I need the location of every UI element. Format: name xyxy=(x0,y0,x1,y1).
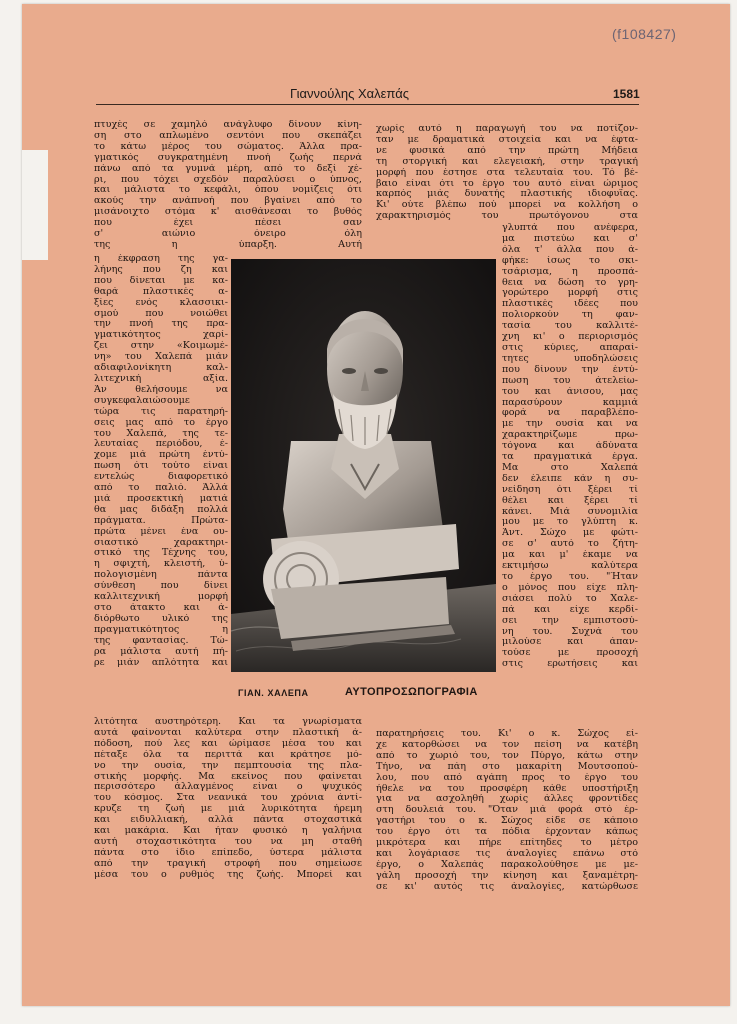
text-line: βαιο είναι ότι το έργο του αυτό είναι ώριμος xyxy=(376,178,638,189)
text-line: από το χωριό του, τον Πύργο, κάτω στην xyxy=(376,750,638,761)
text-line: όλα τ' άλλα που ά- xyxy=(502,244,638,255)
text-line: παρασύρουν καμμιά xyxy=(502,397,638,408)
text-line: ρε μιάν απλότητα και xyxy=(94,657,228,668)
text-line: μισάνοιχτο στόμα κ' αισθάνεσαι το βυθός xyxy=(94,207,362,218)
text-line: ο μόνος που είχε πλη- xyxy=(502,582,638,593)
text-line: Κι' ούτε βλέπω πού μπορεί να κολλήση ο xyxy=(376,200,638,211)
header-rule xyxy=(96,104,639,105)
text-line: μικρότερα και πήρε επίτηδες το μέτρο xyxy=(376,838,638,849)
text-line: κρυζε τη ζωή με μιά λυρικότητα ήρεμη xyxy=(94,804,362,815)
text-line: από το παλιό. Άλλά xyxy=(94,483,228,494)
text-line: στη δουλειά του. "Όταν μιά φορά στό έρ- xyxy=(376,805,638,816)
text-line: θέλει και ξέρει τί xyxy=(502,495,638,506)
text-line: θαρά πλαστικές α- xyxy=(94,286,228,297)
text-line: μα πιστεύω και σ' xyxy=(502,233,638,244)
text-line: ακούς την ανάπνοή που βγαίνει από το xyxy=(94,196,362,207)
caption-artist: ΓΙΑΝ. ΧΑΛΕΠΑ xyxy=(238,688,309,698)
text-line: που έχει πέσει σαν xyxy=(94,218,362,229)
running-head: Γιαννούλης Χαλεπάς xyxy=(290,86,409,101)
text-line: τα πραγματικά έργα. xyxy=(502,452,638,463)
text-line: του έργο ότι τα πόδια έρχονταν κάπως xyxy=(376,827,638,838)
text-line: χωρίς αυτό η παραγωγή του να ποτίζον- xyxy=(376,124,638,134)
text-line: μέσα του ο ρυθμός της ζωής. Μπορεί και xyxy=(94,869,362,880)
text-line: πράγματα. Πρώτα- xyxy=(94,515,228,526)
text-line: ση στο απλωμένο σεντόνι που σκεπάζει xyxy=(94,130,362,141)
text-line: τούσε με προσοχή xyxy=(502,648,638,659)
column-2-top xyxy=(376,124,638,222)
text-line: ζει στην «Κοιμωμέ- xyxy=(94,341,228,352)
column-1-narrow xyxy=(94,254,228,668)
text-line: Άντ. Σώχο με φώτι- xyxy=(502,528,638,539)
text-line: και λογάριασε τις άναλογίες επάνω στό xyxy=(376,848,638,859)
text-line: γαστήρι του ο κ. Σώχος είδε σε κάποιο xyxy=(376,816,638,827)
text-line: του και άνισου, μας xyxy=(502,386,638,397)
text-line: που δίνεται με κα- xyxy=(94,275,228,286)
text-line: ρα μάλιστα αυτή πή- xyxy=(94,646,228,657)
page-number: 1581 xyxy=(613,87,640,101)
text-line: τσάρισμα, η προσπά- xyxy=(502,266,638,277)
text-line: ξίες ενός κλασσικι- xyxy=(94,297,228,308)
text-line: σιάσει πολύ το Χαλε- xyxy=(502,593,638,604)
torn-edge xyxy=(22,150,48,260)
text-line: πλαστικές ιδέες που xyxy=(502,299,638,310)
text-line: πέταξε όλα τα περιττά και κράτησε μό- xyxy=(94,749,362,760)
text-line: καρπός μιάς δυνατής πλαστικής ιδιοφυΐας. xyxy=(376,189,638,200)
text-line: ρι, που τόχει σχεδόν παραλύσει ο ύπνος, xyxy=(94,174,362,185)
text-line: της η ύπαρξη. Αυτή xyxy=(94,239,362,250)
text-line: τώρα τις παρατηρή- xyxy=(94,406,228,417)
text-line: του Χαλεπά, της τε- xyxy=(94,428,228,439)
text-line: γλυπτά που ανέφερα, xyxy=(502,223,638,233)
text-line: τητες υποδηλώσεις xyxy=(502,353,638,364)
text-line: περισσότερο άλλαγμένος είναι ο ψυχικός xyxy=(94,782,362,793)
bust-illustration xyxy=(231,259,496,672)
text-line: πωση του άτελείω- xyxy=(502,375,638,386)
text-line: λήνης που ζη και xyxy=(94,264,228,275)
text-line: φορά να παραβλέπο- xyxy=(502,408,638,419)
text-line: νε φυσικά από την πρώτη Μήδεια xyxy=(376,145,638,156)
text-line: τόγονα και άδύνατα xyxy=(502,441,638,452)
text-line: της φαντασίας. Τώ- xyxy=(94,635,228,646)
text-line: αδιαφιλονίκητη καλ- xyxy=(94,363,228,374)
text-line: την πνοή της πρα- xyxy=(94,319,228,330)
text-line: σεις μας από το έργο xyxy=(94,417,228,428)
text-line: αυτά φαίνονται καλύτερα στην πλαστική ά- xyxy=(94,727,362,738)
text-line: και μάλιστα το κεφάλι, όπου νομίζεις ότι xyxy=(94,185,362,196)
text-line: αυτή στοχαστικότητα του να μη σταθή xyxy=(94,836,362,847)
text-line: τασία του καλλιτέ- xyxy=(502,321,638,332)
text-line: παρατηρήσεις του. Κι' ο κ. Σώχος εί- xyxy=(376,729,638,739)
text-line: στις ερωτήσεις και xyxy=(502,659,638,670)
text-line: πολιορκούν τη φαν- xyxy=(502,310,638,321)
text-line: η έκφραση της γα- xyxy=(94,254,228,264)
text-line: Μα στο Χαλεπά xyxy=(502,462,638,473)
text-line: χαρακτηρισμός του πρωτόγονου στα xyxy=(376,211,638,222)
column-1-top xyxy=(94,120,362,251)
text-line: καλλιτεχνική μορφή xyxy=(94,592,228,603)
text-line: για να ασχοληθή χωρίς άλλες φροντίδες xyxy=(376,794,638,805)
text-line: τη στοργική και ελεγειακή, στην τραγική xyxy=(376,156,638,167)
column-1-bottom xyxy=(94,717,362,881)
text-line: χε κατορθώσει να τον πείση να κατέβη xyxy=(376,739,638,750)
text-line: εκτιμήσω καλύτερα xyxy=(502,561,638,572)
text-line: χαρακτηρίζωμε πρω- xyxy=(502,430,638,441)
text-line: σύνθεση που δίνει xyxy=(94,581,228,592)
text-line: κάνει. Μιά συνομιλία xyxy=(502,506,638,517)
text-line: νείδηση ότι ξέρει τί xyxy=(502,484,638,495)
text-line: στικό της Τέχνης του, xyxy=(94,548,228,559)
text-line: εντελώς διαφορετικό xyxy=(94,472,228,483)
text-line: και ειδυλλιακή, αλλά πάντα στοχαστικά xyxy=(94,815,362,826)
text-line: στις κύριες, απαραί- xyxy=(502,342,638,353)
text-line: από την τραγική στροφή που σημείωσε xyxy=(94,858,362,869)
text-line: σε κι' αυτός τις άναλογίες, κατώρθωσε xyxy=(376,881,638,892)
text-line: γάλη προσοχή την κίνηση και ξαναμέτρη- xyxy=(376,870,638,881)
text-line: του κόσμος. Στα νεανικά του χρόνια άντί- xyxy=(94,793,362,804)
text-line: στικής μορφής. Μα εκείνος που φαίνεται xyxy=(94,771,362,782)
text-line: έργο, ο Χαλεπάς παρακολούθησε με με- xyxy=(376,859,638,870)
text-line: με την ουσία και να xyxy=(502,419,638,430)
text-line: συγκεφαλαιώσουμε xyxy=(94,395,190,406)
text-line: φήκε: ίσως το σκι- xyxy=(502,255,638,266)
text-line: πόδοση, πού λες και ώρίμασε μέσα του και xyxy=(94,738,362,749)
text-line: στο άτακτο και ά- xyxy=(94,603,228,613)
text-line: λου, που από αγάπη προς το έργο του xyxy=(376,772,638,783)
column-2-narrow xyxy=(502,223,638,670)
text-line: το κάτω μέρος του σώματος. Άλλα πρα- xyxy=(94,141,362,152)
text-line: γματικότητος χαρί- xyxy=(94,330,228,341)
text-line: διόρθωτο υλικό της xyxy=(94,613,228,624)
text-line: θα μας διδάξη πολλά xyxy=(94,504,228,515)
text-line: δεν έλειπε κάν η συ- xyxy=(502,473,638,484)
text-line: σ' αιώνιο όνειρο όλη xyxy=(94,229,362,240)
text-line: το έργο του. "Ήταν xyxy=(502,572,638,582)
text-line: Άν θελήσουμε να xyxy=(94,384,228,395)
text-line: νη» του Χαλεπά μιάν xyxy=(94,352,228,363)
text-line: μιά προσεκτική ματιά xyxy=(94,493,228,504)
text-line: πρώτα μένει ένα ου- xyxy=(94,526,228,537)
text-line: γματικός συγκρατημένη πνοή ζωής περνά xyxy=(94,152,362,163)
text-line: γορώτερο μορφή στις xyxy=(502,288,638,299)
text-line: μορφή που έστησε στα τελευταία του. Τό βέ- xyxy=(376,167,638,178)
text-line: ταν με δραματικά στοιχεία και να έφτα- xyxy=(376,134,638,145)
text-line: πολογισμένη πάντα xyxy=(94,570,228,581)
archive-handwritten-note: (f108427) xyxy=(612,26,677,42)
text-line: και μακάρια. Και ήταν φυσικό η γαλήνια xyxy=(94,826,362,837)
text-line: πάνω από τα γυμνά μέρη, από το δεξί χέ- xyxy=(94,163,362,174)
text-line: χνη κι' ο περιορισμός xyxy=(502,332,638,343)
caption-title: ΑΥΤΟΠΡΟΣΩΠΟΓΡΑΦΙΑ xyxy=(345,686,478,698)
text-line: η σφιχτή, κλειστή, ύ- xyxy=(94,559,228,570)
text-line: που δίνουν την έντύ- xyxy=(502,364,638,375)
text-line: μιλούσε και άπαν- xyxy=(502,637,638,648)
text-line: λιτεχνική αξία. xyxy=(94,373,228,384)
text-line: νη του. Συχνά του xyxy=(502,626,638,637)
text-line: μα και μ' έκαμε να xyxy=(502,550,638,561)
text-line: νο την ουσία, την πεμπτουσία της πλα- xyxy=(94,760,362,771)
text-line: σει την εμπιστοσύ- xyxy=(502,615,638,626)
text-line: μου με το γλύπτη κ. xyxy=(502,517,638,528)
text-line: λευταίας περιόδου, έ- xyxy=(94,439,228,450)
text-line: σιαστικό χαρακτηρι- xyxy=(94,537,228,548)
text-line: λιτότητα αυστηρότερη. Και τα γνωρίσματα xyxy=(94,717,362,727)
text-line: ήθελε να του προσφέρη κάθε υποστήριξη xyxy=(376,783,638,794)
text-line: σε σ' αυτό το ζήτη- xyxy=(502,539,638,550)
text-line: πωση ότι τούτο είναι xyxy=(94,461,228,472)
text-line: σμού που νοιώθει xyxy=(94,308,228,319)
text-line: θεια να δώση το γρη- xyxy=(502,277,638,288)
bust-photograph xyxy=(231,259,496,672)
column-2-bottom xyxy=(376,729,638,893)
text-line: πτυχές σε χαμηλό ανάγλυφο δίνουν κίνη- xyxy=(94,120,362,130)
text-line: πάντα στο ίδιο επίπεδο, ύστερα μάλιστα xyxy=(94,847,362,858)
text-line: χομε μιά πρώτη έντύ- xyxy=(94,450,228,461)
text-line: Τήνο, να πάη στο μακαρίτη Μουτσοπού- xyxy=(376,761,638,772)
text-line: πά και είχε κερδί- xyxy=(502,604,638,615)
text-line: πραγματικότητος η xyxy=(94,624,228,635)
